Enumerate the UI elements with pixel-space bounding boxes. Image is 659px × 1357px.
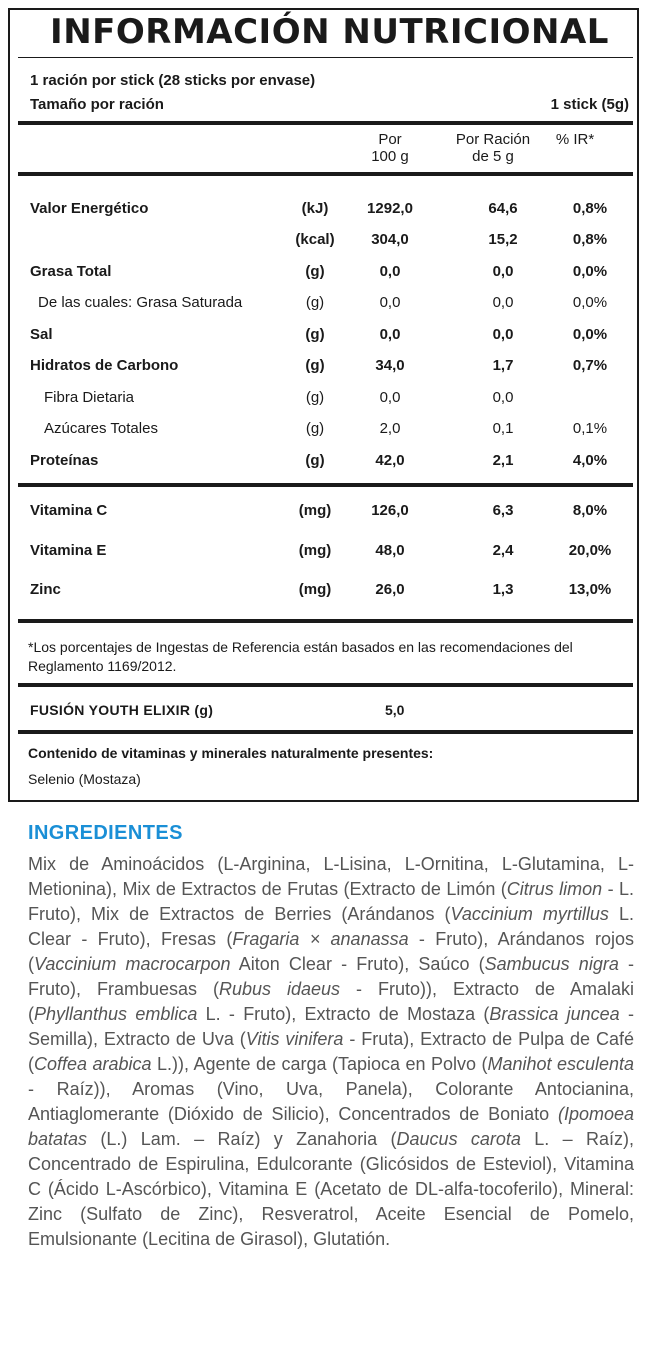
divider [18,730,633,734]
serving-size-label: Tamaño por ración [30,96,164,113]
nutrient-per-serving: 0,1 [492,420,514,437]
nutrient-per-100g: 42,0 [375,452,405,469]
nutrient-per-100g: 34,0 [375,357,405,374]
fusion-label: FUSIÓN YOUTH ELIXIR (g) [30,702,214,718]
vitamin-unit: (mg) [298,542,332,559]
nutrient-per-100g: 0,0 [379,389,401,406]
ingredients-title: INGREDIENTES [28,822,183,844]
botanical-name: Fragaria × ananassa [232,929,409,949]
botanical-name: Manihot esculenta [487,1054,635,1074]
nutrient-ir: 0,8% [572,231,608,248]
vitamin-per-serving: 6,3 [492,502,514,519]
vitamin-ir: 8,0% [572,502,608,519]
minerals-heading: Contenido de vitaminas y minerales naturalmente presentes: [28,745,434,761]
nutrient-per-100g: 2,0 [379,420,401,437]
nutrient-per-100g: 0,0 [379,263,401,280]
nutrient-per-100g: 0,0 [379,326,401,343]
botanical-name: Vitis vinifera [245,1029,344,1049]
fusion-value: 5,0 [385,702,405,718]
botanical-name: Rubus idaeus [219,979,341,999]
vitamin-per-100g: 26,0 [375,581,405,598]
divider [18,172,633,176]
botanical-name: Daucus carota [396,1129,521,1149]
nutrient-name: Grasa Total [30,263,112,280]
vitamin-per-serving: 1,3 [492,581,514,598]
nutrient-per-100g: 304,0 [371,231,409,248]
reference-note: *Los porcentajes de Ingestas de Referencia están basados en las recomendaciones del Reglamento 1169/2012. [28,639,573,674]
nutrient-name: Azúcares Totales [44,420,158,437]
nutrient-name: De las cuales: Grasa Saturada [38,294,243,311]
nutrient-name: Proteínas [30,452,99,469]
nutrient-row [30,294,630,314]
nutrient-row [30,231,630,251]
nutrient-per-serving: 2,1 [492,452,514,469]
vitamin-unit: (mg) [298,581,332,598]
nutrient-unit: (g) [305,389,325,406]
nutrient-unit: (kJ) [301,200,329,217]
header-per-100g-line1: Por [378,131,402,148]
divider [18,483,633,487]
nutrient-per-100g: 0,0 [379,294,401,311]
nutrient-name: Valor Energético [30,200,149,217]
nutrient-per-serving: 64,6 [488,200,518,217]
vitamin-name: Zinc [30,581,61,598]
header-per-serving-line1: Por Ración [455,131,531,148]
vitamin-ir: 13,0% [568,581,612,598]
nutrient-per-serving: 0,0 [492,263,514,280]
vitamin-per-serving: 2,4 [492,542,514,559]
vitamin-unit: (mg) [298,502,332,519]
botanical-name: Phyllanthus emblica [34,1004,198,1024]
divider [18,683,633,687]
botanical-name: Coffea arabica [34,1054,152,1074]
nutrient-ir: 0,8% [572,200,608,217]
vitamin-per-100g: 48,0 [375,542,405,559]
nutrient-per-serving: 1,7 [492,357,514,374]
nutrient-unit: (g) [305,420,325,437]
nutrient-per-serving: 15,2 [488,231,518,248]
botanical-name: Citrus limon [506,879,603,899]
nutrient-unit: (kcal) [295,231,335,248]
vitamin-name: Vitamina E [30,542,107,559]
nutrient-row [30,389,630,409]
nutrient-per-serving: 0,0 [492,389,514,406]
vitamin-ir: 20,0% [568,542,612,559]
nutrient-unit: (g) [305,294,325,311]
serving-size-value: 1 stick (5g) [550,96,629,113]
serving-line: 1 ración por stick (28 sticks por envase) [30,72,316,89]
nutrient-row [30,326,630,346]
nutrient-row [30,420,630,440]
botanical-name: (Ipomoea batatas [28,1104,634,1149]
ingredients-text: Mix de Aminoácidos (L-Arginina, L-Lisina, L-Ornitina, L-Glutamina, L-Metionina), Mix de Extractos de Frutas (Extracto de Limón (Citrus limon - L. Fruto), Mix de Extractos de Berries (Arándanos (Vaccinium myrtillus L. Clear - Fruto), Fresas (Fragaria × ananassa - Fruto), Arándanos rojos (Vaccinium macrocarpon Aiton Clear - Fruto), Saúco (Sambucus nigra - Fruto), Frambuesas (Rubus idaeus - Fruto)), Extracto de Amalaki (Phyllanthus emblica L. - Fruto), Extracto de Mostaza (Brassica juncea - Semilla), Extracto de Uva (Vitis vinifera - Fruta), Extracto de Pulpa de Café (Coffea arabica L.)), Agente de carga (Tapioca en Polvo (Manihot esculenta - Raíz)), Aromas (Vino, Uva, Panela), Colorante Antocianina, Antiaglomerante (Dióxido de Silicio), Concentrados de Boniato (Ipomoea batatas (L.) Lam. – Raíz) y Zanahoria (Daucus carota L. – Raíz), Concentrado de Espirulina, Edulcorante (Glicósidos de Esteviol), Vitamina C (Ácido L-Ascórbico), Vitamina E (Acetato de DL-alfa-tocoferilo), Mineral: Zinc (Sulfato de Zinc), Resveratrol, Aceite Esencial de Pomelo, Emulsionante (Lecitina de Girasol), Glutatión. [28,854,635,1249]
divider [18,57,633,58]
nutrient-per-serving: 0,0 [492,294,514,311]
nutrient-row [30,452,630,472]
header-per-100g [355,131,425,165]
vitamin-per-100g: 126,0 [371,502,409,519]
header-per-100g-line2: 100 g [371,148,409,165]
nutrient-ir: 0,0% [572,326,608,343]
vitamin-row [30,502,630,522]
botanical-name: Vaccinium myrtillus [450,904,609,924]
botanical-name: Vaccinium macrocarpon [34,954,231,974]
vitamin-name: Vitamina C [30,502,108,519]
nutrient-ir: 4,0% [572,452,608,469]
nutrient-row [30,263,630,283]
nutrient-row [30,200,630,220]
nutrition-title: INFORMACIÓN NUTRICIONAL [50,12,609,52]
nutrient-unit: (g) [305,452,325,469]
nutrient-name: Fibra Dietaria [44,389,135,406]
nutrient-unit: (g) [305,263,325,280]
vitamin-row [30,581,630,601]
botanical-name: Sambucus nigra [484,954,619,974]
vitamin-row [30,542,630,562]
divider [18,619,633,623]
nutrient-name: Sal [30,326,53,343]
nutrient-row [30,357,630,377]
nutrient-ir: 0,0% [572,294,608,311]
botanical-name: Brassica juncea [489,1004,620,1024]
nutrient-unit: (g) [305,326,325,343]
header-per-serving [448,131,538,165]
header-ir: % IR* [555,131,595,148]
minerals-text: Selenio (Mostaza) [28,771,141,787]
nutrient-ir: 0,0% [572,263,608,280]
nutrient-ir: 0,7% [572,357,608,374]
nutrient-ir: 0,1% [572,420,608,437]
nutrient-name: Hidratos de Carbono [30,357,179,374]
nutrient-per-serving: 0,0 [492,326,514,343]
nutrient-unit: (g) [305,357,325,374]
divider [18,121,633,125]
header-per-serving-line2: de 5 g [472,148,514,165]
nutrient-per-100g: 1292,0 [367,200,413,217]
